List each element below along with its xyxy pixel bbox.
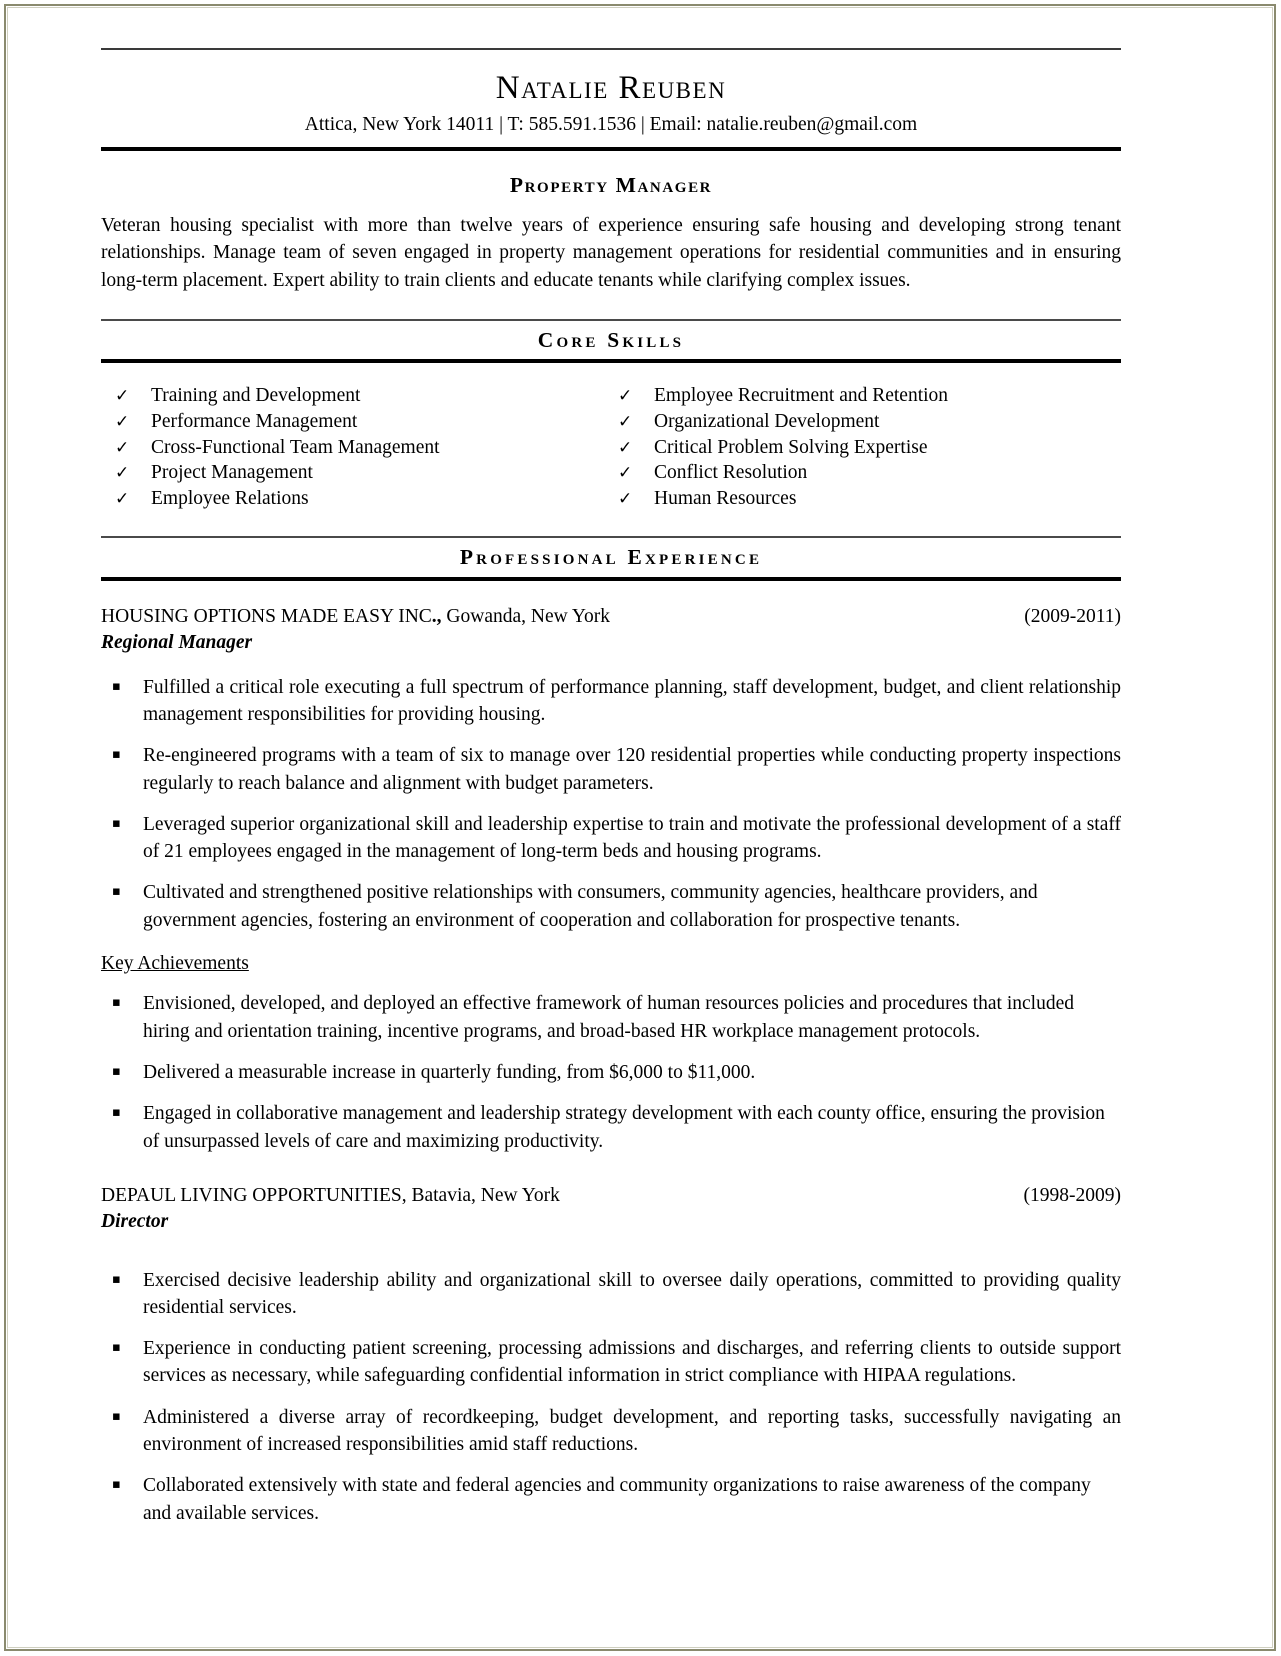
list-item (101, 674, 1121, 743)
skill-label: Critical Problem Solving Expertise (654, 436, 928, 458)
skill-label: Organizational Development (654, 410, 880, 432)
core-skills-columns (101, 363, 1121, 512)
employment-dates: (1998-2009) (1023, 1184, 1121, 1206)
square-bullet-icon: ▪ (112, 1063, 121, 1079)
list-item (115, 487, 618, 513)
list-item (618, 410, 1121, 436)
list-item (101, 879, 1121, 948)
list-item (618, 436, 1121, 462)
section-core-skills (101, 319, 1121, 513)
list-item (101, 1059, 1121, 1100)
employer-line (101, 604, 610, 629)
skill-label: Project Management (151, 462, 313, 484)
bullet-text: Fulfilled a critical role executing a full spectrum of performance planning, staff development, budget, and client relationship management responsibilities for providing housing. (143, 676, 1121, 725)
square-bullet-icon: ▪ (112, 815, 121, 831)
job-title: Director (101, 1211, 169, 1233)
experience-entry (101, 581, 1121, 1169)
employer-location: Gowanda, New York (446, 605, 610, 627)
experience-header (101, 1183, 1121, 1208)
square-bullet-icon: ▪ (112, 995, 121, 1011)
list-item (618, 461, 1121, 487)
core-skills-left-list (115, 384, 618, 512)
list-item (101, 1472, 1121, 1541)
square-bullet-icon: ▪ (112, 747, 121, 763)
list-item (101, 1267, 1121, 1336)
list-item (618, 487, 1121, 513)
contact-line: Attica, New York 14011 | T: 585.591.1536 | Email: natalie.reuben@gmail.com (304, 114, 918, 136)
list-item (101, 1404, 1121, 1473)
bullet-text: Cultivated and strengthened positive relationships with consumers, community agencies, healthcare providers, and government agencies, fostering an environment of cooperation and collaboration for prospective tenants. (143, 882, 1038, 931)
candidate-name: Natalie Reuben (495, 70, 727, 106)
employer-name: HOUSING OPTIONS MADE EASY INC (101, 605, 432, 627)
check-icon: ✓ (618, 411, 633, 432)
professional-summary: Veteran housing specialist with more than twelve years of experience ensuring safe housing and developing strong tenant relationships. Manage team of seven engaged in property management operations for residential communities and in ensuring long-term placement. Expert ability to train clients and educate tenants while clarifying complex issues. (101, 214, 1121, 292)
list-item (115, 461, 618, 487)
bullet-text: Envisioned, developed, and deployed an effective framework of human resources policies and procedures that included hiring and orientation training, incentive programs, and broad-based HR workplace management protocols. (143, 993, 1074, 1042)
page-canvas (7, 7, 1273, 1648)
square-bullet-icon: ▪ (112, 1477, 121, 1493)
check-icon: ✓ (618, 437, 633, 458)
core-skills-right-column (618, 384, 1121, 512)
skill-label: Human Resources (654, 487, 797, 509)
skill-label: Employee Relations (151, 487, 309, 509)
experience-header (101, 604, 1121, 629)
list-item (618, 384, 1121, 410)
employer-location: Batavia, New York (411, 1184, 560, 1206)
bullet-text: Leveraged superior organizational skill and leadership expertise to train and motivate the professional development of a staff of 21 employees engaged in the management of long-term beds and housing programs. (143, 813, 1121, 863)
section-title-professional-experience: Professional Experience (459, 545, 763, 570)
square-bullet-icon: ▪ (112, 678, 121, 694)
skill-label: Employee Recruitment and Retention (654, 385, 949, 407)
bullet-text: Administered a diverse array of recordkeeping, budget development, and reporting tasks, successfully navigating an environment of increased responsibilities amid staff reductions. (143, 1406, 1121, 1456)
square-bullet-icon: ▪ (112, 1408, 121, 1424)
check-icon: ✓ (115, 463, 130, 484)
list-item (115, 436, 618, 462)
section-title-core-skills: Core Skills (537, 327, 685, 352)
check-icon: ✓ (115, 411, 130, 432)
list-item (101, 1100, 1121, 1169)
employer-line (101, 1183, 560, 1208)
skill-label: Performance Management (151, 410, 358, 432)
list-item (101, 990, 1121, 1059)
core-skills-right-list (618, 384, 1121, 512)
resume-content (101, 48, 1121, 1541)
square-bullet-icon: ▪ (112, 1105, 121, 1121)
responsibility-list (101, 656, 1121, 948)
list-item (101, 811, 1121, 880)
square-bullet-icon: ▪ (112, 1340, 121, 1356)
bullet-text: Engaged in collaborative management and leadership strategy development with each county office, ensuring the provision of unsurpassed levels of care and maximizing productivity. (143, 1103, 1105, 1152)
employment-dates: (2009-2011) (1024, 605, 1121, 627)
check-icon: ✓ (618, 488, 633, 509)
bullet-text: Collaborated extensively with state and federal agencies and community organizations to raise awareness of the company and available services. (143, 1475, 1091, 1524)
skill-label: Conflict Resolution (654, 462, 808, 484)
check-icon: ✓ (115, 437, 130, 458)
header-rule-top (101, 48, 1121, 50)
employer-suffix: , (401, 1184, 407, 1206)
bullet-text: Delivered a measurable increase in quarterly funding, from $6,000 to $11,000. (143, 1061, 756, 1083)
experience-entry (101, 1169, 1121, 1541)
employer-name: DEPAUL LIVING OPPORTUNITIES (101, 1184, 402, 1206)
section-professional-experience (101, 536, 1121, 1541)
target-job-title: Property Manager (509, 172, 713, 197)
check-icon: ✓ (115, 488, 130, 509)
check-icon: ✓ (115, 386, 130, 407)
achievement-list (101, 980, 1121, 1168)
skill-label: Training and Development (151, 385, 361, 407)
list-item (101, 742, 1121, 811)
bullet-text: Experience in conducting patient screening, processing admissions and discharges, and referring clients to outside support services as necessary, while safeguarding confidential information in strict compliance with HIPAA regulations. (143, 1338, 1121, 1387)
employer-suffix: ., (431, 605, 442, 627)
core-skills-left-column (115, 384, 618, 512)
square-bullet-icon: ▪ (112, 1271, 121, 1287)
square-bullet-icon: ▪ (112, 884, 121, 900)
responsibility-list (101, 1235, 1121, 1541)
list-item (115, 410, 618, 436)
list-item (101, 1335, 1121, 1404)
bullet-text: Re-engineered programs with a team of six to manage over 120 residential properties while conducting property inspections regularly to reach balance and alignment with budget parameters. (143, 745, 1121, 794)
bullet-text: Exercised decisive leadership ability and organizational skill to oversee daily operations, committed to providing quality residential services. (143, 1269, 1121, 1318)
job-title: Regional Manager (101, 632, 253, 654)
subsection-heading: Key Achievements (101, 953, 249, 975)
key-achievements-wrap (101, 948, 1121, 1169)
skill-label: Cross-Functional Team Management (151, 436, 440, 458)
check-icon: ✓ (618, 463, 633, 484)
list-item (115, 384, 618, 410)
page-border (4, 4, 1276, 1651)
check-icon: ✓ (618, 386, 633, 407)
